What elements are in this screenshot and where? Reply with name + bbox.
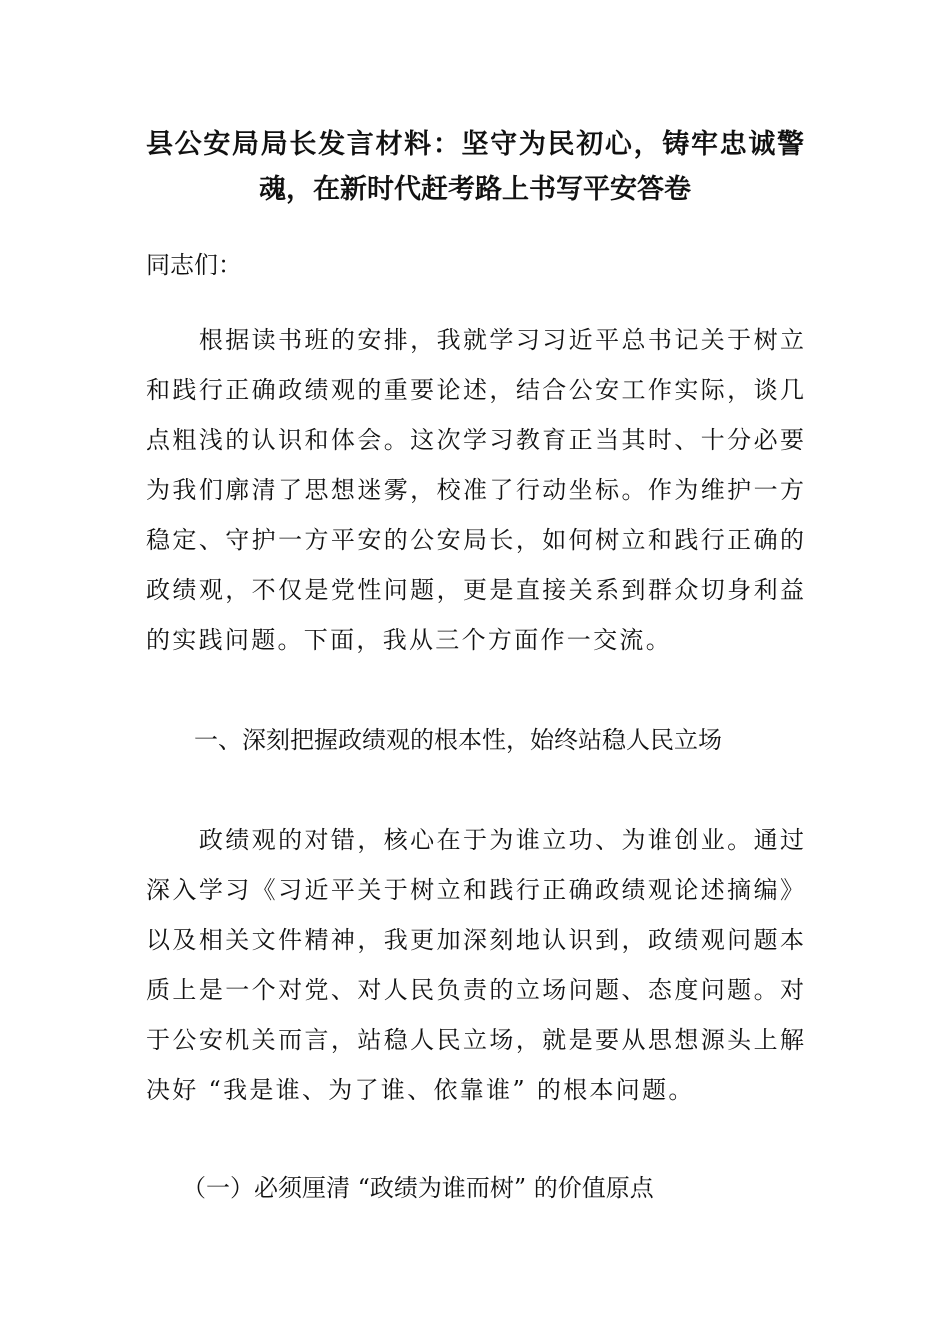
paragraph-line: 稳定、守护一方平安的公安局长，如何树立和践行正确的 xyxy=(146,526,804,554)
paragraph-line: 于公安机关而言，站稳人民立场，就是要从思想源头上解 xyxy=(146,1026,804,1054)
paragraph-line: 和践行正确政绩观的重要论述，结合公安工作实际，谈几 xyxy=(146,376,804,404)
paragraph-line: 以及相关文件精神，我更加深刻地认识到，政绩观问题本 xyxy=(146,926,804,954)
paragraph-line: 政绩观，不仅是党性问题，更是直接关系到群众切身利益 xyxy=(146,576,804,604)
paragraph-line: 点粗浅的认识和体会。这次学习教育正当其时、十分必要 xyxy=(146,426,804,454)
document-title-line-2: 魂，在新时代赶考路上书写平安答卷 xyxy=(259,174,691,205)
paragraph-line: 为我们廓清了思想迷雾，校准了行动坐标。作为维护一方 xyxy=(146,476,804,504)
paragraph-line: 的实践问题。下面，我从三个方面作一交流。 xyxy=(146,626,672,654)
section-heading: 一、深刻把握政绩观的根本性，始终站稳人民立场 xyxy=(146,726,722,754)
document-title-line-1: 县公安局局长发言材料：坚守为民初心，铸牢忠诚警 xyxy=(146,129,804,160)
paragraph-line: 根据读书班的安排，我就学习习近平总书记关于树立 xyxy=(146,326,804,354)
paragraph-line: 决好 “我是谁、为了谁、依靠谁” 的根本问题。 xyxy=(146,1076,695,1104)
subsection-heading: （一）必须厘清 “政绩为谁而树” 的价值原点 xyxy=(146,1174,654,1202)
paragraph-line: 政绩观的对错，核心在于为谁立功、为谁创业。通过 xyxy=(146,826,804,854)
paragraph-line: 质上是一个对党、对人民负责的立场问题、态度问题。对 xyxy=(146,976,804,1004)
salutation: 同志们： xyxy=(146,251,242,279)
paragraph-line: 深入学习《习近平关于树立和践行正确政绩观论述摘编》 xyxy=(146,876,804,904)
